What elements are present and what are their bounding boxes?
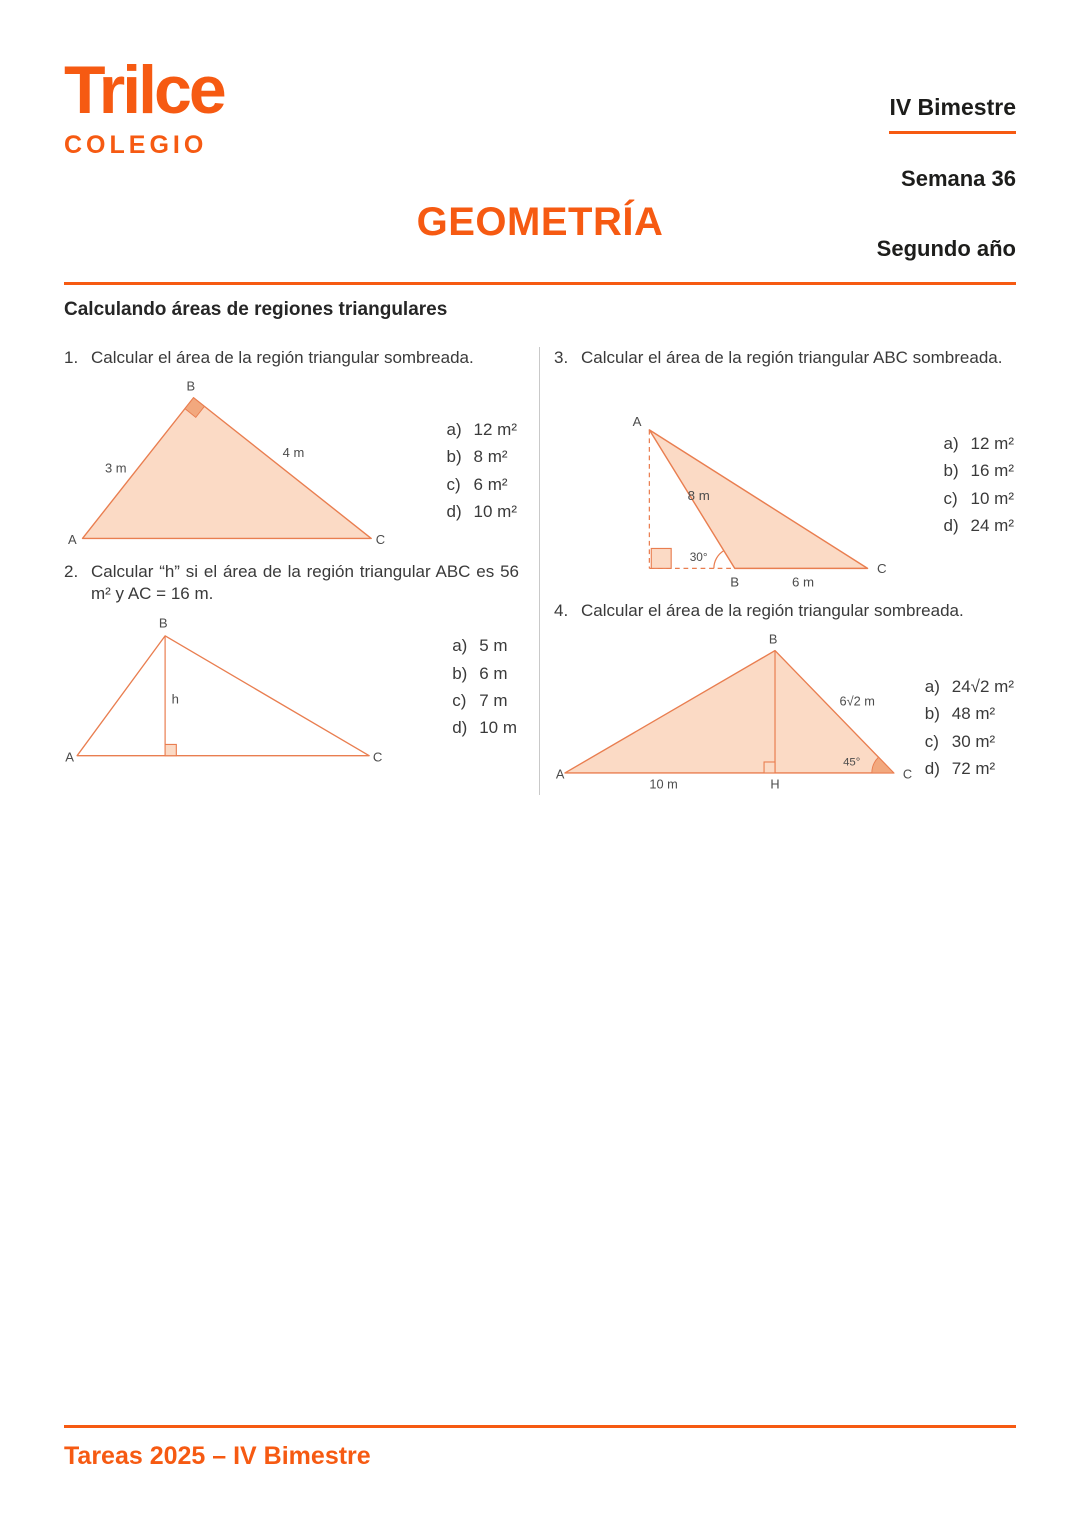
subject-title: GEOMETRÍA: [416, 200, 664, 244]
angle-arc-b: [714, 551, 724, 569]
bimester-label: IV Bimestre: [889, 94, 1016, 134]
option-d: [944, 515, 1014, 536]
right-angle-mark-foot: [165, 745, 176, 756]
option-letter: c): [452, 690, 467, 710]
option-value: 72 m²: [951, 758, 996, 778]
triangle-outline: [77, 636, 369, 756]
option-letter: d): [943, 515, 959, 535]
problem-statement: Calcular el área de la región triangular ABC sombreada.: [581, 348, 1003, 367]
problem-number: 1.: [64, 348, 79, 367]
option-letter: d): [446, 501, 462, 521]
option-value: 30 m²: [951, 731, 996, 751]
problem-statement: Calcular el área de la región triangular sombreada.: [91, 348, 474, 367]
right-angle-mark: [651, 549, 671, 569]
triangle-diagram-2: [64, 615, 386, 770]
option-b: [925, 703, 1014, 724]
left-column: [64, 347, 540, 795]
header: [64, 0, 1016, 285]
option-letter: a): [943, 434, 959, 454]
triangle-diagram-3: [554, 409, 906, 594]
problem-number: 4.: [554, 601, 569, 621]
vertex-label-b: B: [730, 574, 740, 590]
option-letter: d): [452, 718, 468, 738]
side-ab-label: 3 m: [105, 460, 127, 476]
base-ah-label: 10 m: [649, 776, 678, 792]
vertex-label-c: C: [902, 766, 912, 782]
option-d: [925, 758, 1014, 779]
problem-statement: Calcular el área de la región triangular sombreada.: [581, 601, 964, 621]
option-value: 24√2 m²: [951, 677, 1014, 697]
problem-3: [554, 347, 1016, 594]
footer-text: Tareas 2025 – IV Bimestre: [64, 1442, 371, 1470]
option-b: [447, 446, 517, 467]
problem-4: [554, 600, 1016, 795]
problem-2-statement-row: [64, 561, 519, 605]
angle-b-label: 30°: [689, 549, 708, 564]
option-a: [944, 433, 1014, 454]
option-value: 12 m²: [473, 420, 517, 440]
option-letter: a): [446, 420, 462, 440]
grade-label: Segundo año: [876, 236, 1016, 261]
option-value: 10 m²: [970, 488, 1014, 508]
option-value: 7 m: [479, 690, 508, 710]
problem-4-body: [554, 634, 1016, 795]
option-c: [944, 488, 1014, 509]
vertex-label-c: C: [375, 532, 386, 548]
problem-1-body: [64, 381, 519, 557]
triangle-diagram-1: [64, 381, 386, 557]
vertex-label-a: A: [68, 532, 77, 548]
option-c: [452, 690, 517, 711]
right-angle-mark-h: [764, 762, 775, 773]
school-logo: [64, 52, 224, 160]
option-b: [944, 460, 1014, 481]
problem-1-statement-row: [64, 347, 519, 369]
option-value: 8 m²: [473, 447, 508, 467]
problem-4-statement-row: [554, 600, 1016, 622]
option-letter: c): [446, 474, 461, 494]
option-d: [452, 717, 517, 738]
option-a: [452, 635, 517, 656]
option-value: 10 m: [479, 718, 517, 738]
option-value: 10 m²: [473, 501, 517, 521]
option-letter: b): [452, 663, 468, 683]
side-ab-label: 8 m: [687, 488, 710, 504]
shaded-triangle: [649, 430, 867, 569]
option-value: 5 m: [479, 636, 508, 656]
vertex-label-c: C: [877, 561, 887, 577]
logo-title: Trilce: [64, 52, 224, 128]
side-bc-label: 4 m: [282, 445, 305, 461]
problem-2-options: [452, 635, 519, 744]
problem-1-options: [447, 419, 519, 528]
option-c: [447, 474, 517, 495]
vertex-label-a: A: [555, 766, 565, 782]
problem-number: 3.: [554, 348, 569, 367]
problem-2-body: [64, 615, 519, 770]
option-a: [447, 419, 517, 440]
triangle-diagram-4: [554, 634, 912, 795]
option-value: 12 m²: [970, 434, 1014, 454]
right-column: [540, 347, 1016, 795]
option-value: 16 m²: [970, 461, 1014, 481]
option-c: [925, 731, 1014, 752]
option-letter: b): [943, 461, 959, 481]
foot-label-h: H: [770, 776, 780, 792]
problem-4-options: [925, 676, 1016, 785]
vertex-label-b: B: [158, 615, 168, 631]
problem-2: [64, 561, 519, 770]
vertex-label-c: C: [372, 749, 383, 765]
problem-1: [64, 347, 519, 557]
problem-3-options: [944, 433, 1016, 542]
side-bc-label: 6√2 m: [839, 693, 875, 709]
option-letter: b): [446, 447, 462, 467]
option-value: 6 m²: [473, 474, 508, 494]
vertex-label-b: B: [186, 381, 196, 394]
vertex-label-b: B: [768, 634, 778, 647]
shaded-triangle: [565, 651, 894, 773]
option-value: 6 m: [479, 663, 508, 683]
vertex-label-a: A: [632, 414, 642, 430]
problem-number: 2.: [64, 562, 79, 582]
content-columns: [64, 347, 1016, 795]
footer: [64, 1425, 1016, 1471]
problem-statement: Calcular “h” si el área de la región triangular ABC es 56 m² y AC = 16 m.: [91, 562, 519, 604]
option-letter: a): [452, 636, 468, 656]
option-value: 24 m²: [970, 515, 1014, 535]
option-letter: a): [924, 677, 940, 697]
option-d: [447, 501, 517, 522]
option-value: 48 m²: [951, 704, 996, 724]
option-letter: c): [924, 731, 939, 751]
vertex-label-a: A: [65, 749, 74, 765]
problem-3-body: [554, 409, 1016, 594]
angle-c-label: 45°: [843, 756, 861, 769]
week-label: Semana 36: [901, 166, 1016, 191]
option-a: [925, 676, 1014, 697]
option-letter: c): [943, 488, 958, 508]
logo-subtitle: COLEGIO: [64, 130, 208, 159]
option-letter: b): [924, 704, 940, 724]
problem-3-statement-row: [554, 347, 1016, 369]
option-b: [452, 663, 517, 684]
height-label: h: [171, 691, 179, 707]
option-letter: d): [924, 758, 940, 778]
base-bc-label: 6 m: [791, 574, 815, 590]
section-title: Calculando áreas de regiones triangulares: [64, 299, 448, 320]
